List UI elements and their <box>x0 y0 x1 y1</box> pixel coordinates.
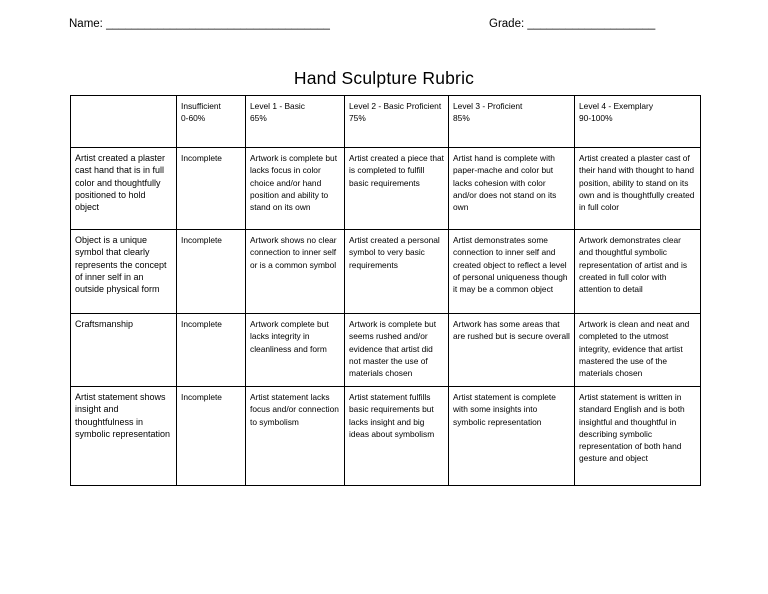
name-field-label: Name: ___________________________________ <box>69 18 330 30</box>
table-cell: Artist demonstrates some connection to inner self and created object to reflect a level of personal uniqueness though it may be a common object <box>449 230 575 314</box>
page-title: Hand Sculpture Rubric <box>293 68 475 88</box>
grade-field-label: Grade: ____________________ <box>489 18 656 30</box>
criterion-cell: Artist created a plaster cast hand that is in full color and thoughtfully positioned to hold object <box>71 148 177 230</box>
table-cell: Artist created a piece that is completed to fulfill basic requirements <box>345 148 449 230</box>
criterion-cell: Object is a unique symbol that clearly represents the concept of inner self in an outside physical form <box>71 230 177 314</box>
criterion-cell: Artist statement shows insight and thoughtfulness in symbolic representation <box>71 387 177 486</box>
column-label: Level 1 - Basic <box>250 101 305 111</box>
column-range: 65% <box>250 113 267 124</box>
table-cell: Artist created a plaster cast of their hand with thought to hand position, ability to stand on its own and is thoughtfully created in full color <box>575 148 701 230</box>
header-cell-level2 <box>345 96 449 148</box>
column-label: Level 3 - Proficient <box>453 101 523 111</box>
header-row <box>71 96 701 148</box>
table-cell: Artwork is complete but seems rushed and/or evidence that artist did not master the use of materials chosen <box>345 314 449 387</box>
table-cell: Artist statement fulfills basic requirements but lacks insight and big ideas about symbolism <box>345 387 449 486</box>
table-cell: Artist created a personal symbol to very basic requirements <box>345 230 449 314</box>
table-row <box>71 387 701 486</box>
criterion-cell: Craftsmanship <box>71 314 177 387</box>
table-cell: Incomplete <box>177 314 246 387</box>
table-cell: Incomplete <box>177 148 246 230</box>
header-cell-insufficient <box>177 96 246 148</box>
table-cell: Artwork complete but lacks integrity in cleanliness and form <box>246 314 345 387</box>
table-cell: Artwork has some areas that are rushed but is secure overall <box>449 314 575 387</box>
column-label: Level 4 - Exemplary <box>579 101 654 111</box>
table-cell: Incomplete <box>177 387 246 486</box>
table-cell: Incomplete <box>177 230 246 314</box>
header-cell-empty <box>71 96 177 148</box>
table-cell: Artist statement is complete with some insights into symbolic representation <box>449 387 575 486</box>
column-range: 85% <box>453 113 470 124</box>
column-range: 0-60% <box>181 113 206 124</box>
table-cell: Artwork demonstrates clear and thoughtful symbolic representation of artist and is created in full color with attention to detail <box>575 230 701 314</box>
table-cell: Artist statement lacks focus and/or connection to symbolism <box>246 387 345 486</box>
column-label: Insufficient <box>181 101 221 111</box>
column-range: 90-100% <box>579 113 613 124</box>
rubric-table <box>70 95 701 486</box>
column-label: Level 2 - Basic Proficient <box>349 101 442 111</box>
table-row <box>71 148 701 230</box>
header-cell-level1 <box>246 96 345 148</box>
table-row <box>71 230 701 314</box>
header-cell-level4 <box>575 96 701 148</box>
header-cell-level3 <box>449 96 575 148</box>
table-cell: Artist statement is written in standard English and is both insightful and thoughtful in describing symbolic representation of both hand gesture and object <box>575 387 701 486</box>
column-range: 75% <box>349 113 366 124</box>
table-cell: Artwork is complete but lacks focus in color choice and/or hand position and ability to stand on its own <box>246 148 345 230</box>
table-cell: Artwork is clean and neat and completed to the utmost integrity, evidence that artist mastered the use of the materials chosen <box>575 314 701 387</box>
table-row <box>71 314 701 387</box>
table-cell: Artwork shows no clear connection to inner self or is a common symbol <box>246 230 345 314</box>
table-cell: Artist hand is complete with paper-mache and color but lacks cohesion with color and/or does not stand on its own <box>449 148 575 230</box>
